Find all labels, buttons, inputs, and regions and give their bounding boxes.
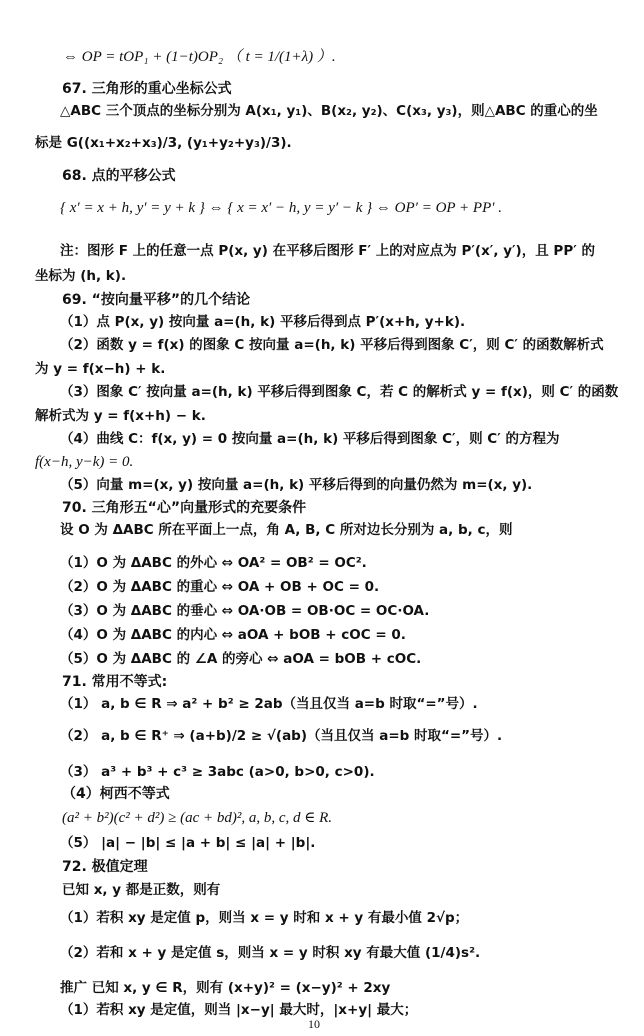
formula-line-cauchy: (a² + b²)(c² + d²) ≥ (ac + bd)², a, b, c, d ∈ R. — [62, 810, 333, 826]
section-heading-67: 67. 三角形的重心坐标公式 — [62, 81, 232, 97]
formula-line: f(x−h, y−k) = 0. — [35, 454, 134, 470]
text-line: （1） a, b ∈ R ⇒ a² + b² ≥ 2ab（当且仅当 a=b 时取“=”号）. — [60, 696, 478, 712]
section-heading-68: 68. 点的平移公式 — [62, 168, 176, 184]
text-line: 坐标为 (h, k). — [35, 268, 127, 284]
text-line: 注：图形 F 上的任意一点 P(x, y) 在平移后图形 F′ 上的对应点为 P′(x′, y′)，且 PP′ 的 — [60, 243, 595, 259]
text-line: （1）若积 xy 是定值 p，则当 x = y 时和 x + y 有最小值 2√p； — [60, 910, 469, 926]
section-heading-72: 72. 极值定理 — [62, 859, 148, 875]
text-line: 解析式为 y = f(x+h) − k. — [35, 408, 206, 424]
page-number: 10 — [308, 1017, 320, 1031]
text-line: 标是 G((x₁+x₂+x₃)/3, (y₁+y₂+y₃)/3). — [35, 135, 292, 151]
text-line: （5）向量 m=(x, y) 按向量 a=(h, k) 平移后得到的向量仍然为 m=(x, y). — [60, 477, 533, 493]
text-line: △ABC 三个顶点的坐标分别为 A(x₁, y₁)、B(x₂, y₂)、C(x₃, y₃)，则△ABC 的重心的坐 — [60, 103, 598, 119]
text-line: （1）点 P(x, y) 按向量 a=(h, k) 平移后得到点 P′(x+h, y+k). — [60, 314, 466, 330]
text-line: 设 O 为 ΔABC 所在平面上一点，角 A, B, C 所对边长分别为 a, b, c，则 — [60, 522, 513, 538]
text-line: （3） a³ + b³ + c³ ≥ 3abc (a>0, b>0, c>0). — [60, 764, 375, 780]
formula-line-op-division: ⇔ OP = tOP₁ + (1−t)OP₂ （ t = 1/(1+λ) ）. — [63, 49, 336, 65]
text-line: （2）O 为 ΔABC 的重心 ⇔ OA + OB + OC = 0. — [60, 579, 380, 595]
text-line: 为 y = f(x−h) + k. — [35, 361, 166, 377]
text-line: （2）若和 x + y 是定值 s，则当 x = y 时积 xy 有最大值 (1/4)s². — [60, 945, 481, 961]
text-line: （1）O 为 ΔABC 的外心 ⇔ OA² = OB² = OC². — [60, 555, 367, 571]
text-line: （1）若积 xy 是定值，则当 |x−y| 最大时，|x+y| 最大； — [60, 1002, 418, 1018]
text-line: 推广 已知 x, y ∈ R，则有 (x+y)² = (x−y)² + 2xy — [60, 980, 391, 996]
section-heading-71: 71. 常用不等式: — [62, 674, 168, 690]
text-line: （3）图象 C′ 按向量 a=(h, k) 平移后得到图象 C，若 C 的解析式 y = f(x)，则 C′ 的函数 — [60, 384, 619, 400]
text-line: （5） |a| − |b| ≤ |a + b| ≤ |a| + |b|. — [60, 835, 316, 851]
text-line: （2） a, b ∈ R⁺ ⇒ (a+b)/2 ≥ √(ab)（当且仅当 a=b 时取“=”号）. — [60, 728, 503, 744]
text-line: 已知 x, y 都是正数，则有 — [62, 882, 221, 898]
section-heading-69: 69. “按向量平移”的几个结论 — [62, 292, 251, 308]
text-line: （3）O 为 ΔABC 的垂心 ⇔ OA·OB = OB·OC = OC·OA. — [60, 603, 430, 619]
section-heading-70: 70. 三角形五“心”向量形式的充要条件 — [62, 500, 307, 516]
text-line: （4）O 为 ΔABC 的内心 ⇔ aOA + bOB + cOC = 0. — [60, 627, 406, 643]
text-line: （5）O 为 ΔABC 的 ∠A 的旁心 ⇔ aOA = bOB + cOC. — [60, 651, 422, 667]
text-line: （2）函数 y = f(x) 的图象 C 按向量 a=(h, k) 平移后得到图象 C′，则 C′ 的函数解析式 — [60, 337, 604, 353]
text-line: （4）曲线 C：f(x, y) = 0 按向量 a=(h, k) 平移后得到图象 C′，则 C′ 的方程为 — [60, 431, 560, 447]
text-line: （4）柯西不等式 — [62, 786, 170, 802]
formula-line-translation: { x′ = x + h, y′ = y + k } ⇔ { x = x′ − h, y = y′ − k } ⇔ OP′ = OP + PP′ . — [60, 200, 503, 216]
